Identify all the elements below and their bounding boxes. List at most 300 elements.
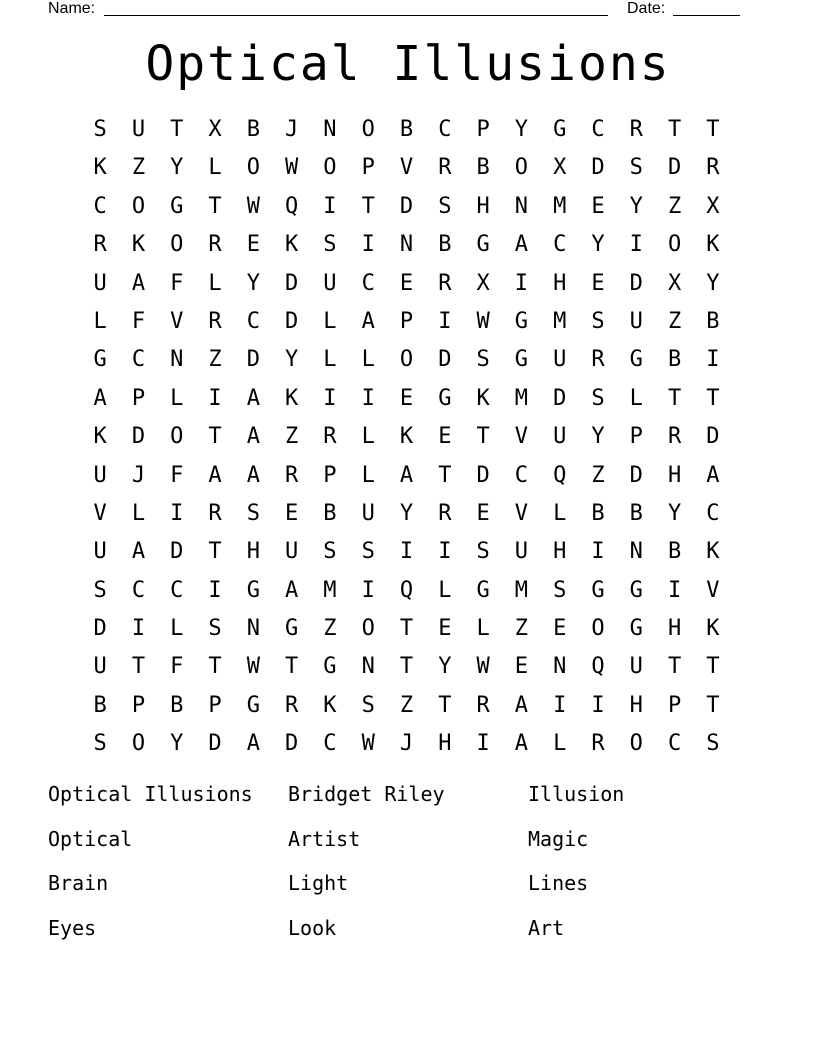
grid-letter[interactable]: S xyxy=(629,155,643,181)
grid-letter[interactable]: D xyxy=(553,385,567,411)
grid-letter[interactable]: G xyxy=(514,347,529,373)
word-list-item: Optical xyxy=(48,826,133,851)
grid-letter[interactable]: P xyxy=(208,692,222,718)
grid-letter[interactable]: A xyxy=(93,385,107,411)
grid-letter[interactable]: Y xyxy=(170,155,184,181)
grid-letter[interactable]: D xyxy=(208,731,222,757)
grid-letter[interactable]: I xyxy=(591,692,605,718)
grid-letter[interactable]: R xyxy=(476,692,490,718)
grid-letter[interactable]: Q xyxy=(553,462,567,488)
word-list-item: Eyes xyxy=(48,915,97,940)
grid-letter[interactable]: B xyxy=(399,117,414,142)
grid-letter[interactable]: G xyxy=(514,308,529,334)
grid-letter[interactable]: P xyxy=(629,424,643,450)
grid-letter[interactable]: T xyxy=(667,117,682,142)
grid-letter[interactable]: P xyxy=(323,462,337,488)
grid-letter[interactable]: G xyxy=(629,577,643,603)
grid-letter[interactable]: H xyxy=(629,692,643,718)
grid-letter[interactable]: A xyxy=(706,462,720,488)
grid-letter[interactable]: I xyxy=(629,232,643,258)
grid-letter[interactable]: M xyxy=(323,577,337,603)
grid-letter[interactable]: K xyxy=(323,692,337,718)
grid-letter[interactable]: T xyxy=(706,654,720,680)
grid-letter[interactable]: D xyxy=(285,270,299,296)
grid-letter[interactable]: F xyxy=(170,270,184,296)
grid-letter[interactable]: D xyxy=(438,347,452,373)
grid-letter[interactable]: G xyxy=(476,232,490,258)
grid-letter[interactable]: T xyxy=(706,385,720,411)
grid-letter[interactable]: R xyxy=(706,155,720,181)
grid-letter[interactable]: B xyxy=(667,347,682,373)
grid-letter[interactable]: Y xyxy=(706,270,720,296)
grid-letter[interactable]: H xyxy=(438,731,452,757)
grid-letter[interactable]: B xyxy=(667,539,682,565)
grid-letter[interactable]: Q xyxy=(285,193,299,219)
grid-letter[interactable]: A xyxy=(361,308,375,334)
grid-letter[interactable]: M xyxy=(514,385,529,411)
grid-letter[interactable]: N xyxy=(399,232,414,258)
grid-letter[interactable]: L xyxy=(93,308,107,334)
grid-letter[interactable]: E xyxy=(438,616,452,642)
grid-letter[interactable]: S xyxy=(591,385,605,411)
grid-letter[interactable]: L xyxy=(208,155,222,181)
grid-letter[interactable]: P xyxy=(361,155,375,181)
grid-letter[interactable]: B xyxy=(170,692,184,718)
grid-letter[interactable]: C xyxy=(93,193,107,219)
grid-letter[interactable]: K xyxy=(131,232,146,258)
grid-letter[interactable]: T xyxy=(208,424,222,450)
grid-letter[interactable]: T xyxy=(361,193,375,219)
grid-letter[interactable]: U xyxy=(361,500,375,526)
grid-letter[interactable]: C xyxy=(667,731,682,757)
grid-letter[interactable]: A xyxy=(514,731,529,757)
grid-letter[interactable]: S xyxy=(323,539,337,565)
grid-letter[interactable]: Z xyxy=(323,616,337,642)
grid-letter[interactable]: D xyxy=(399,193,414,219)
grid-letter[interactable]: P xyxy=(131,692,146,718)
grid-letter[interactable]: G xyxy=(285,616,299,642)
grid-letter[interactable]: U xyxy=(285,539,299,565)
letter-grid xyxy=(81,111,732,764)
grid-letter[interactable]: M xyxy=(553,193,567,219)
grid-letter[interactable]: T xyxy=(131,654,146,680)
grid-letter[interactable]: Y xyxy=(246,270,260,296)
grid-letter[interactable]: U xyxy=(93,539,107,565)
grid-letter[interactable]: R xyxy=(591,731,605,757)
grid-letter[interactable]: O xyxy=(170,424,184,450)
grid-letter[interactable]: Y xyxy=(399,500,414,526)
grid-letter[interactable]: F xyxy=(131,308,146,334)
grid-letter[interactable]: U xyxy=(323,270,337,296)
grid-letter[interactable]: R xyxy=(667,424,682,450)
grid-letter[interactable]: A xyxy=(514,692,529,718)
grid-letter[interactable]: A xyxy=(399,462,414,488)
grid-letter[interactable]: S xyxy=(438,193,452,219)
grid-letter[interactable]: H xyxy=(667,616,682,642)
grid-letter[interactable]: S xyxy=(93,117,107,142)
grid-letter[interactable]: K xyxy=(399,424,414,450)
grid-letter[interactable]: S xyxy=(93,731,107,757)
grid-letter[interactable]: U xyxy=(514,539,529,565)
grid-letter[interactable]: O xyxy=(361,616,375,642)
grid-letter[interactable]: A xyxy=(246,462,260,488)
grid-letter[interactable]: T xyxy=(476,424,490,450)
grid-letter[interactable]: L xyxy=(208,270,222,296)
grid-letter[interactable]: U xyxy=(93,462,107,488)
grid-letter[interactable]: Y xyxy=(629,193,643,219)
grid-letter[interactable]: K xyxy=(706,232,720,258)
grid-letter[interactable]: T xyxy=(667,385,682,411)
grid-letter[interactable]: V xyxy=(514,500,529,526)
grid-letter[interactable]: O xyxy=(667,232,682,258)
worksheet-header xyxy=(0,0,816,20)
grid-letter[interactable]: W xyxy=(476,654,490,680)
grid-letter[interactable]: R xyxy=(438,500,452,526)
grid-letter[interactable]: I xyxy=(476,731,490,757)
grid-letter[interactable]: H xyxy=(553,270,567,296)
grid-letter[interactable]: G xyxy=(323,654,337,680)
grid-letter[interactable]: Z xyxy=(591,462,605,488)
grid-letter[interactable]: L xyxy=(629,385,643,411)
grid-letter[interactable]: N xyxy=(323,117,337,142)
grid-letter[interactable]: R xyxy=(285,462,299,488)
grid-letter[interactable]: C xyxy=(591,117,605,142)
grid-letter[interactable]: B xyxy=(93,692,107,718)
grid-letter[interactable]: U xyxy=(131,117,146,142)
grid-letter[interactable]: O xyxy=(399,347,414,373)
grid-letter[interactable]: J xyxy=(399,731,414,757)
grid-letter[interactable]: S xyxy=(553,577,567,603)
grid-letter[interactable]: D xyxy=(476,462,490,488)
grid-letter[interactable]: X xyxy=(667,270,682,296)
grid-letter[interactable]: L xyxy=(361,424,375,450)
grid-letter[interactable]: W xyxy=(246,654,260,680)
grid-letter[interactable]: Z xyxy=(208,347,222,373)
grid-letter[interactable]: T xyxy=(438,692,452,718)
grid-row xyxy=(81,725,732,763)
grid-letter[interactable]: I xyxy=(208,577,222,603)
grid-letter[interactable]: I xyxy=(399,539,414,565)
grid-letter[interactable]: T xyxy=(667,654,682,680)
grid-letter[interactable]: S xyxy=(706,731,720,757)
grid-letter[interactable]: O xyxy=(361,117,375,142)
grid-letter[interactable]: W xyxy=(361,731,375,757)
grid-letter[interactable]: S xyxy=(208,616,222,642)
grid-letter[interactable]: P xyxy=(399,308,414,334)
grid-letter[interactable]: L xyxy=(553,731,567,757)
grid-letter[interactable]: R xyxy=(285,692,299,718)
grid-letter[interactable]: A xyxy=(246,731,260,757)
grid-letter[interactable]: E xyxy=(553,616,567,642)
grid-letter[interactable]: P xyxy=(131,385,146,411)
grid-letter[interactable]: K xyxy=(93,424,107,450)
grid-letter[interactable]: D xyxy=(706,424,720,450)
grid-letter[interactable]: C xyxy=(553,232,567,258)
grid-letter[interactable]: V xyxy=(706,577,720,603)
grid-letter[interactable]: H xyxy=(246,539,260,565)
grid-letter[interactable]: G xyxy=(629,616,643,642)
grid-letter[interactable]: R xyxy=(208,500,222,526)
word-list-item: Bridget Riley xyxy=(288,782,445,806)
grid-letter[interactable]: Y xyxy=(438,654,452,680)
grid-letter[interactable]: S xyxy=(476,539,490,565)
grid-letter[interactable]: I xyxy=(170,500,184,526)
grid-letter[interactable]: X xyxy=(208,117,222,142)
grid-letter[interactable]: K xyxy=(706,539,720,565)
grid-letter[interactable]: I xyxy=(706,347,720,373)
grid-letter[interactable]: F xyxy=(170,654,184,680)
grid-letter[interactable]: K xyxy=(706,616,720,642)
grid-letter[interactable]: T xyxy=(208,193,222,219)
grid-letter[interactable]: I xyxy=(323,385,337,411)
grid-letter[interactable]: S xyxy=(246,500,260,526)
grid-letter[interactable]: Z xyxy=(667,193,682,219)
grid-letter[interactable]: Y xyxy=(514,117,529,142)
grid-letter[interactable]: C xyxy=(706,500,720,526)
grid-letter[interactable]: B xyxy=(323,500,337,526)
grid-letter[interactable]: G xyxy=(170,193,184,219)
grid-letter[interactable]: P xyxy=(476,117,490,142)
grid-letter[interactable]: Y xyxy=(591,424,605,450)
grid-letter[interactable]: Q xyxy=(399,577,414,603)
grid-letter[interactable]: O xyxy=(323,155,337,181)
grid-letter[interactable]: L xyxy=(323,308,337,334)
name-field-line[interactable] xyxy=(104,15,608,16)
grid-letter[interactable]: A xyxy=(514,232,529,258)
grid-letter[interactable]: T xyxy=(706,117,720,142)
grid-letter[interactable]: N xyxy=(514,193,529,219)
grid-letter[interactable]: D xyxy=(591,155,605,181)
grid-letter[interactable]: Y xyxy=(667,500,682,526)
grid-letter[interactable]: S xyxy=(361,539,375,565)
grid-letter[interactable]: I xyxy=(361,577,375,603)
word-list-item: Magic xyxy=(528,826,589,851)
grid-letter[interactable]: A xyxy=(246,385,260,411)
grid-letter[interactable]: I xyxy=(361,232,375,258)
grid-letter[interactable]: U xyxy=(93,270,107,296)
grid-letter[interactable]: Z xyxy=(131,155,146,181)
grid-letter[interactable]: Y xyxy=(170,731,184,757)
grid-letter[interactable]: D xyxy=(285,731,299,757)
grid-letter[interactable]: I xyxy=(438,308,452,334)
grid-letter[interactable]: G xyxy=(553,117,567,142)
grid-letter[interactable]: V xyxy=(170,308,184,334)
grid-letter[interactable]: S xyxy=(476,347,490,373)
grid-letter[interactable]: N xyxy=(170,347,184,373)
grid-letter[interactable]: E xyxy=(399,270,414,296)
grid-letter[interactable]: L xyxy=(131,500,146,526)
grid-letter[interactable]: G xyxy=(246,692,260,718)
grid-letter[interactable]: D xyxy=(93,616,107,642)
grid-letter[interactable]: O xyxy=(170,232,184,258)
grid-letter[interactable]: A xyxy=(131,270,146,296)
grid-letter[interactable]: Z xyxy=(667,308,682,334)
grid-letter[interactable]: F xyxy=(170,462,184,488)
grid-letter[interactable]: I xyxy=(591,539,605,565)
grid-letter[interactable]: W xyxy=(285,155,299,181)
grid-letter[interactable]: U xyxy=(629,654,643,680)
grid-letter[interactable]: V xyxy=(514,424,529,450)
grid-letter[interactable]: B xyxy=(476,155,490,181)
grid-letter[interactable]: C xyxy=(170,577,184,603)
grid-letter[interactable]: N xyxy=(629,539,643,565)
grid-letter[interactable]: N xyxy=(246,616,260,642)
grid-letter[interactable]: L xyxy=(476,616,490,642)
grid-letter[interactable]: U xyxy=(553,347,567,373)
grid-letter[interactable]: K xyxy=(93,155,107,181)
grid-letter[interactable]: H xyxy=(667,462,682,488)
grid-letter[interactable]: C xyxy=(246,308,260,334)
grid-letter[interactable]: T xyxy=(170,117,184,142)
grid-letter[interactable]: H xyxy=(553,539,567,565)
grid-letter[interactable]: L xyxy=(361,347,375,373)
grid-letter[interactable]: S xyxy=(93,577,107,603)
grid-letter[interactable]: I xyxy=(208,385,222,411)
grid-letter[interactable]: L xyxy=(361,462,375,488)
grid-letter[interactable]: E xyxy=(285,500,299,526)
grid-letter[interactable]: H xyxy=(476,193,490,219)
grid-letter[interactable]: E xyxy=(476,500,490,526)
grid-letter[interactable]: T xyxy=(706,692,720,718)
grid-letter[interactable]: C xyxy=(514,462,529,488)
grid-letter[interactable]: C xyxy=(323,731,337,757)
grid-letter[interactable]: J xyxy=(131,462,146,488)
grid-letter[interactable]: U xyxy=(629,308,643,334)
grid-letter[interactable]: E xyxy=(399,385,414,411)
grid-letter[interactable]: O xyxy=(514,155,529,181)
grid-letter[interactable]: G xyxy=(591,577,605,603)
grid-letter[interactable]: R xyxy=(323,424,337,450)
grid-letter[interactable]: I xyxy=(361,385,375,411)
grid-letter[interactable]: R xyxy=(629,117,643,142)
grid-letter[interactable]: S xyxy=(361,692,375,718)
grid-letter[interactable]: L xyxy=(553,500,567,526)
grid-letter[interactable]: Z xyxy=(514,616,529,642)
grid-letter[interactable]: O xyxy=(246,155,260,181)
grid-letter[interactable]: V xyxy=(93,500,107,526)
grid-letter[interactable]: E xyxy=(438,424,452,450)
grid-letter[interactable]: P xyxy=(667,692,682,718)
grid-letter[interactable]: A xyxy=(208,462,222,488)
grid-letter[interactable]: M xyxy=(553,308,567,334)
grid-letter[interactable]: T xyxy=(285,654,299,680)
grid-letter[interactable]: B xyxy=(706,308,720,334)
grid-letter[interactable]: D xyxy=(667,155,682,181)
grid-letter[interactable]: Q xyxy=(591,654,605,680)
grid-letter[interactable]: I xyxy=(553,692,567,718)
grid-letter[interactable]: G xyxy=(246,577,260,603)
grid-letter[interactable]: U xyxy=(93,654,107,680)
grid-letter[interactable]: K xyxy=(285,232,299,258)
grid-letter[interactable]: W xyxy=(246,193,260,219)
grid-letter[interactable]: I xyxy=(131,616,146,642)
grid-letter[interactable]: D xyxy=(629,462,643,488)
grid-letter[interactable]: Z xyxy=(285,424,299,450)
grid-letter[interactable]: E xyxy=(246,232,260,258)
grid-letter[interactable]: D xyxy=(629,270,643,296)
grid-letter[interactable]: R xyxy=(93,232,107,258)
grid-letter[interactable]: X xyxy=(476,270,490,296)
date-field-line[interactable] xyxy=(673,15,740,16)
grid-letter[interactable]: A xyxy=(131,539,146,565)
grid-letter[interactable]: R xyxy=(438,270,452,296)
grid-letter[interactable]: Z xyxy=(399,692,414,718)
grid-letter[interactable]: O xyxy=(131,731,146,757)
grid-letter[interactable]: G xyxy=(93,347,107,373)
grid-letter[interactable]: L xyxy=(438,577,452,603)
grid-letter[interactable]: D xyxy=(285,308,299,334)
grid-letter[interactable]: I xyxy=(438,539,452,565)
grid-letter[interactable]: C xyxy=(131,577,146,603)
grid-letter[interactable]: C xyxy=(361,270,375,296)
grid-letter[interactable]: T xyxy=(208,654,222,680)
grid-letter[interactable]: E xyxy=(591,270,605,296)
word-list-row xyxy=(48,778,768,823)
grid-letter[interactable]: R xyxy=(208,232,222,258)
grid-letter[interactable]: X xyxy=(706,193,720,219)
grid-letter[interactable]: K xyxy=(476,385,490,411)
grid-letter[interactable]: N xyxy=(553,654,567,680)
grid-letter[interactable]: O xyxy=(591,616,605,642)
grid-letter[interactable]: A xyxy=(246,424,260,450)
grid-letter[interactable]: B xyxy=(246,117,260,142)
grid-letter[interactable]: L xyxy=(170,616,184,642)
grid-letter[interactable]: I xyxy=(514,270,529,296)
grid-letter[interactable]: N xyxy=(361,654,375,680)
grid-letter[interactable]: C xyxy=(131,347,146,373)
grid-letter[interactable]: A xyxy=(285,577,299,603)
grid-letter[interactable]: U xyxy=(553,424,567,450)
grid-letter[interactable]: B xyxy=(591,500,605,526)
grid-letter[interactable]: C xyxy=(438,117,452,142)
grid-letter[interactable]: T xyxy=(438,462,452,488)
grid-letter[interactable]: S xyxy=(323,232,337,258)
grid-letter[interactable]: T xyxy=(399,616,414,642)
grid-letter[interactable]: V xyxy=(399,155,414,181)
grid-letter[interactable]: G xyxy=(476,577,490,603)
grid-row xyxy=(81,457,732,495)
grid-letter[interactable]: Y xyxy=(285,347,299,373)
grid-letter[interactable]: B xyxy=(438,232,452,258)
grid-letter[interactable]: E xyxy=(514,654,529,680)
grid-letter[interactable]: T xyxy=(208,539,222,565)
grid-letter[interactable]: J xyxy=(285,117,299,142)
grid-letter[interactable]: S xyxy=(591,308,605,334)
grid-letter[interactable]: R xyxy=(591,347,605,373)
grid-letter[interactable]: O xyxy=(131,193,146,219)
grid-letter[interactable]: I xyxy=(323,193,337,219)
grid-letter[interactable]: G xyxy=(629,347,643,373)
grid-letter[interactable]: M xyxy=(514,577,529,603)
grid-letter[interactable]: D xyxy=(131,424,146,450)
grid-letter[interactable]: R xyxy=(208,308,222,334)
grid-letter[interactable]: X xyxy=(553,155,567,181)
grid-letter[interactable]: L xyxy=(170,385,184,411)
grid-letter[interactable]: I xyxy=(667,577,682,603)
grid-letter[interactable]: O xyxy=(629,731,643,757)
grid-letter[interactable]: Y xyxy=(591,232,605,258)
grid-letter[interactable]: D xyxy=(170,539,184,565)
grid-letter[interactable]: G xyxy=(438,385,452,411)
grid-letter[interactable]: E xyxy=(591,193,605,219)
grid-letter[interactable]: K xyxy=(285,385,299,411)
grid-letter[interactable]: D xyxy=(246,347,260,373)
grid-letter[interactable]: B xyxy=(629,500,643,526)
grid-letter[interactable]: W xyxy=(476,308,490,334)
grid-letter[interactable]: R xyxy=(438,155,452,181)
grid-letter[interactable]: T xyxy=(399,654,414,680)
grid-letter[interactable]: L xyxy=(323,347,337,373)
